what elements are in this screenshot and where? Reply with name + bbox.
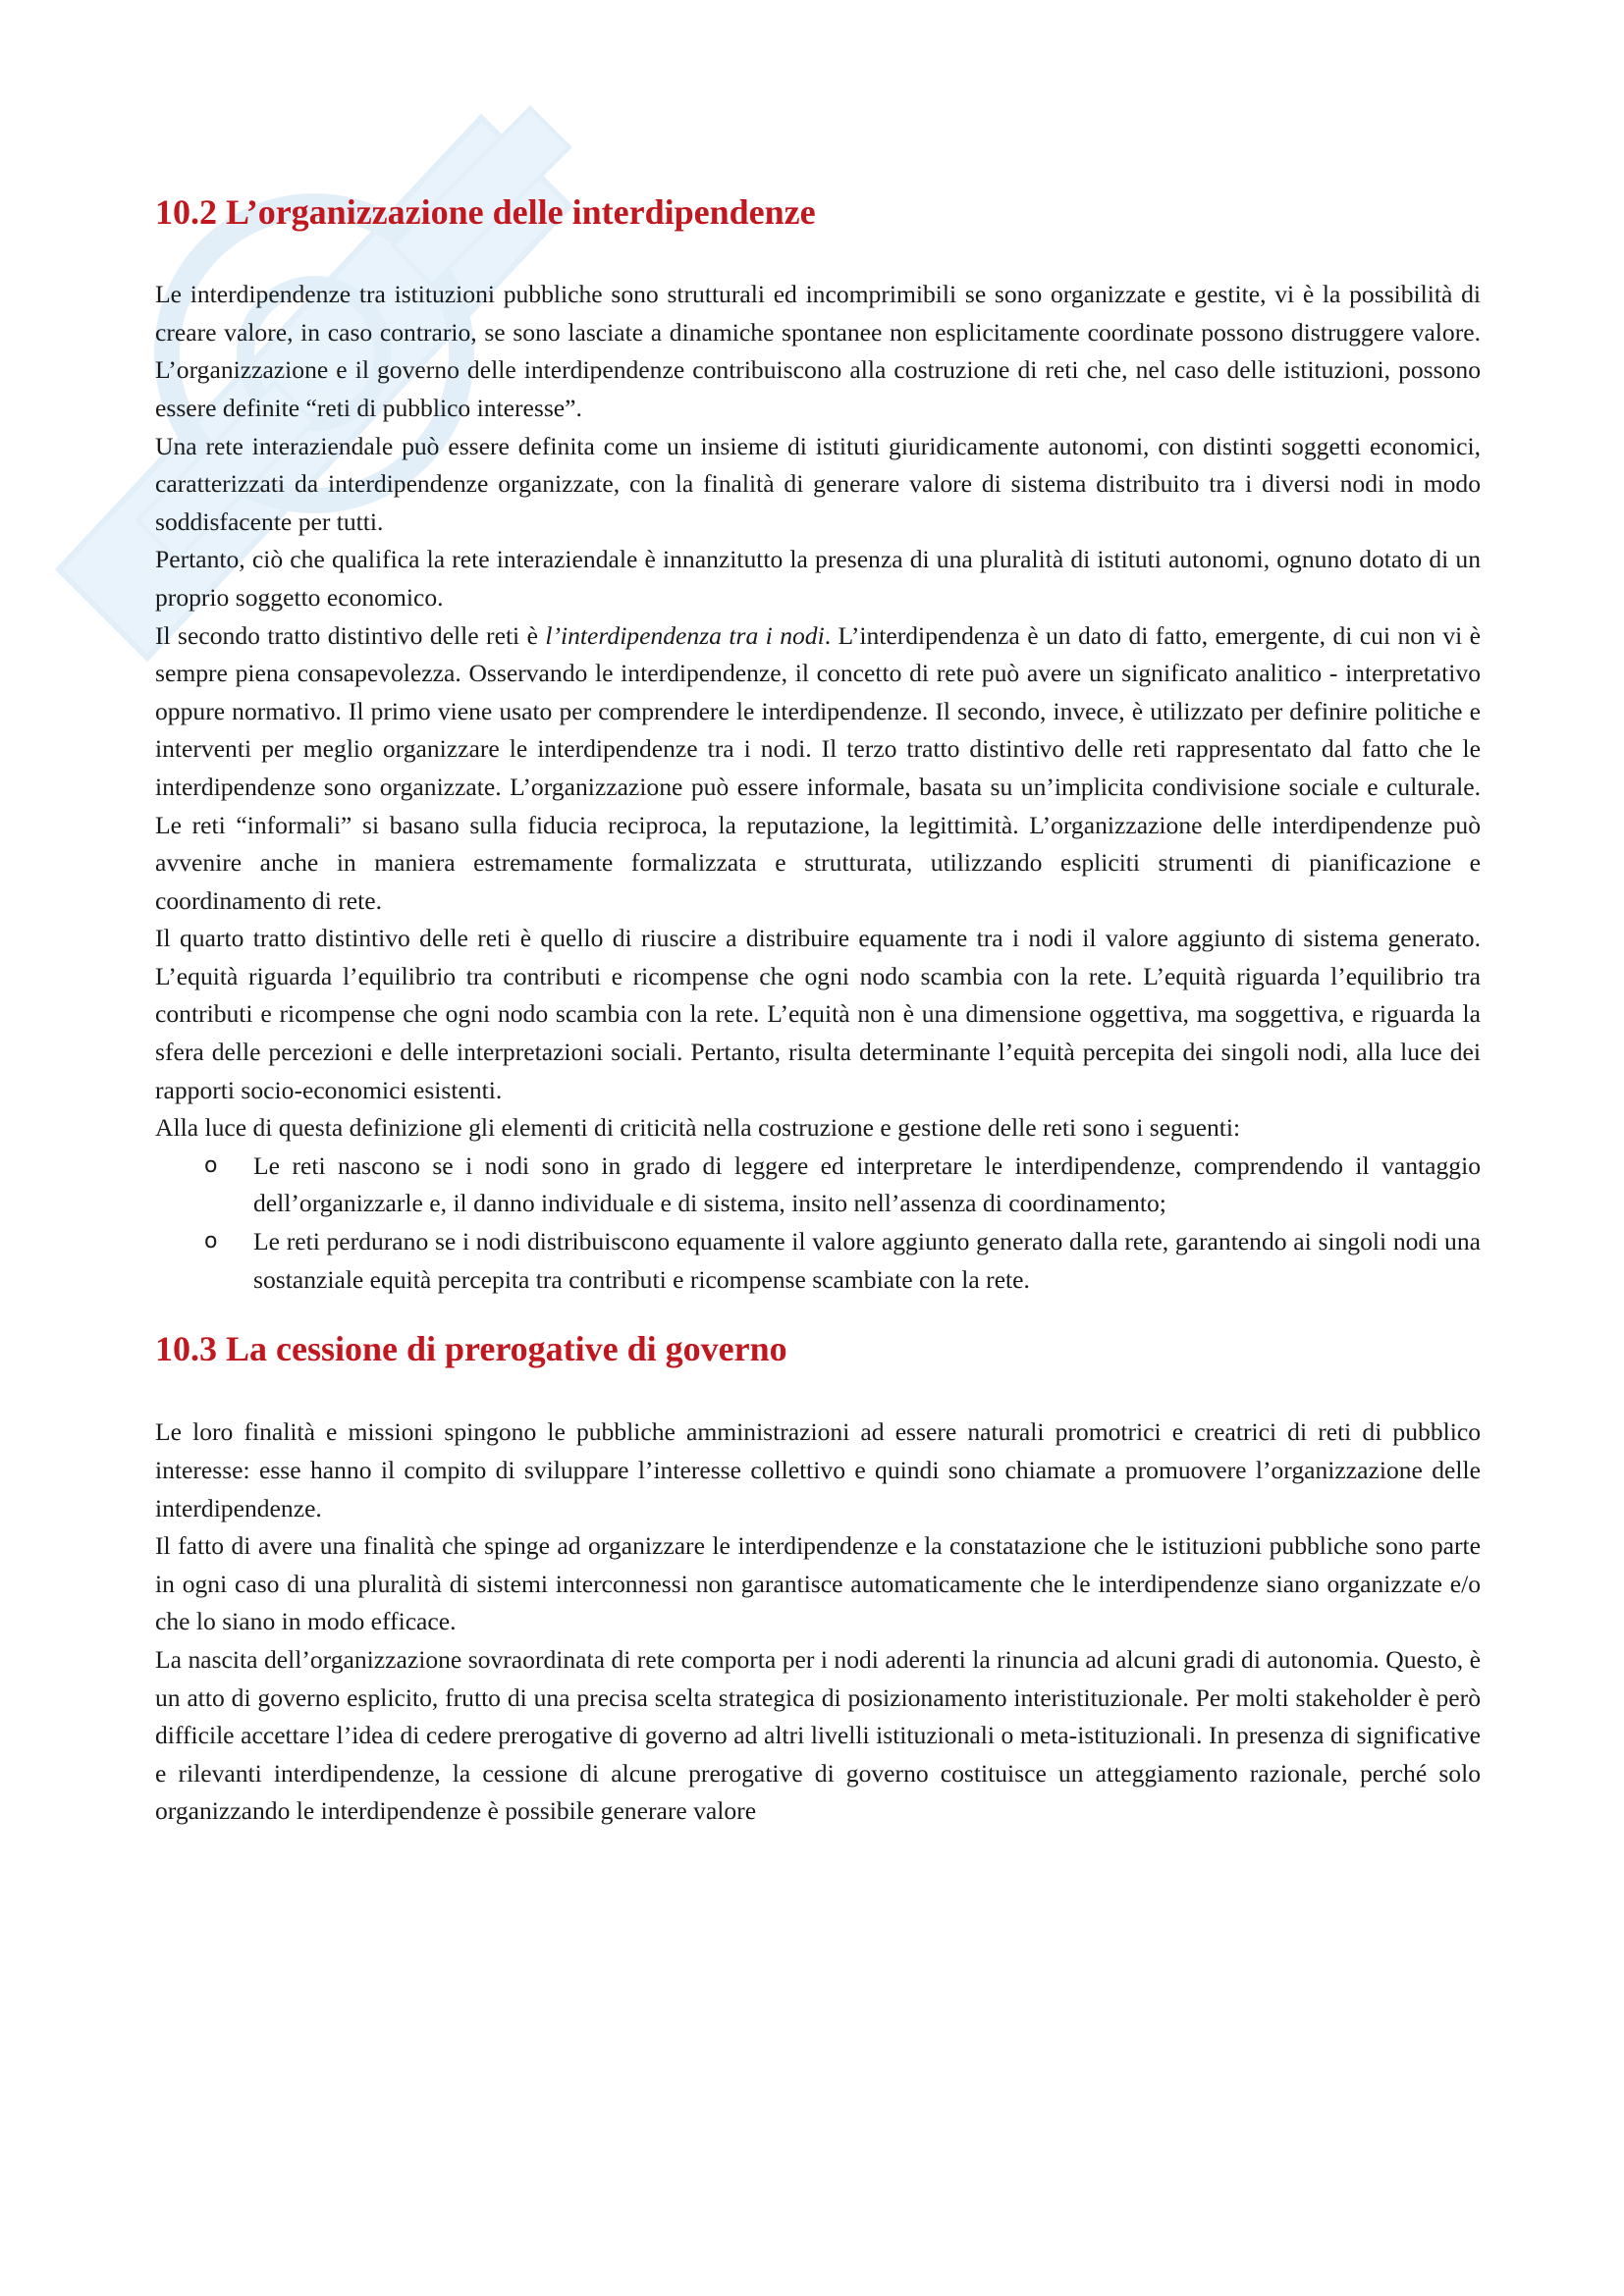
list-item-text: Le reti nascono se i nodi sono in grado di leggere ed interpretare le interdipendenze, comprendendo il vantaggio dell’organizzarle e, il danno individuale e di sistema, insito nell’assenza di coordinamento; xyxy=(253,1150,1481,1218)
paragraph xyxy=(155,617,1481,921)
document-page xyxy=(155,191,1481,1831)
list-item-text: Le reti perdurano se i nodi distribuiscono equamente il valore aggiunto generato dalla rete, garantendo ai singoli nodi una sostanziale equità percepita tra contributi e ricompense scambiate con la rete. xyxy=(253,1227,1481,1294)
paragraph: Alla luce di questa definizione gli elementi di criticità nella costruzione e gestione delle reti sono i seguenti: xyxy=(155,1113,1241,1143)
paragraph: Il fatto di avere una finalità che spinge ad organizzare le interdipendenze e la constatazione che le istituzioni pubbliche sono parte in ogni caso di una pluralità di sistemi interconnessi non garantisce automaticamente che le interdipendenze siano organizzate e/o che lo siano in modo efficace. xyxy=(155,1531,1481,1636)
paragraph: La nascita dell’organizzazione sovraordinata di rete comporta per i nodi aderenti la rinuncia ad alcuni gradi di autonomia. Questo, è un atto di governo esplicito, frutto di una precisa scelta strategica di posizionamento interistituzionale. Per molti stakeholder è però difficile accettare l’idea di cedere prerogative di governo ad altri livelli istituzionali o meta-istituzionali. In presenza di significative e rilevanti interdipendenze, la cessione di alcune prerogative di governo costituisce un atteggiamento razionale, perché solo organizzando le interdipendenze è possibile generare valore xyxy=(155,1644,1481,1826)
section-heading-10-3: 10.3 La cessione di prerogative di governo xyxy=(155,1329,787,1369)
list-item xyxy=(204,1148,1481,1223)
paragraph: Le interdipendenze tra istituzioni pubbliche sono strutturali ed incomprimibili se sono organizzate e gestite, vi è la possibilità di creare valore, in caso contrario, se sono lasciate a dinamiche spontanee non esplicitamente coordinate possono distruggere valore. L’organizzazione e il governo delle interdipendenze contribuiscono alla costruzione di reti che, nel caso delle istituzioni, possono essere definite “reti di pubblico interesse”. xyxy=(155,280,1481,422)
paragraph: Le loro finalità e missioni spingono le pubbliche amministrazioni ad essere naturali promotrici e creatrici di reti di pubblico interesse: esse hanno il compito di sviluppare l’interesse collettivo e quindi sono chiamate a promuovere l’organizzazione delle interdipendenze. xyxy=(155,1417,1481,1522)
section-heading-10-2: 10.2 L’organizzazione delle interdipendenze xyxy=(155,192,816,232)
paragraph: Una rete interaziendale può essere definita come un insieme di istituti giuridicamente autonomi, con distinti soggetti economici, caratterizzati da interdipendenze organizzate, con la finalità di generare valore di sistema distribuito tra i diversi nodi in modo soddisfacente per tutti. xyxy=(155,431,1481,536)
list-item xyxy=(204,1223,1481,1299)
paragraph: Pertanto, ciò che qualifica la rete interaziendale è innanzitutto la presenza di una pluralità di istituti autonomi, ognuno dotato di un proprio soggetto economico. xyxy=(155,545,1481,612)
emphasized-phrase: l’interdipendenza tra i nodi xyxy=(545,620,825,650)
bullet-marker: o xyxy=(204,1152,218,1178)
paragraph-text: Il secondo tratto distintivo delle reti è xyxy=(155,620,546,650)
paragraph-text: . L’interdipendenza è un dato di fatto, emergente, di cui non vi è sempre piena consapevolezza. Osservando le interdipendenze, il concetto di rete può avere un significato analitico - interpretativo oppure normativo. Il primo viene usato per comprendere le interdipendenze. Il secondo, invece, è utilizzato per definire politiche e interventi per meglio organizzare le interdipendenze tra i nodi. Il terzo tratto distintivo delle reti rappresentato dal fatto che le interdipendenze sono organizzate. L’organizzazione può essere informale, basata su un’implicita condivisione sociale e culturale. Le reti “informali” si basano sulla fiducia reciproca, la reputazione, la legittimità. L’organizzazione delle interdipendenze può avvenire anche in maniera estremamente formalizzata e strutturata, utilizzando espliciti strumenti di pianificazione e coordinamento di rete. xyxy=(155,620,1481,915)
paragraph: Il quarto tratto distintivo delle reti è quello di riuscire a distribuire equamente tra i nodi il valore aggiunto di sistema generato. L’equità riguarda l’equilibrio tra contributi e ricompense che ogni nodo scambia con la rete. L’equità riguarda l’equilibrio tra contributi e ricompense che ogni nodo scambia con la rete. L’equità non è una dimensione oggettiva, ma soggettiva, e riguarda la sfera delle percezioni e delle interpretazioni sociali. Pertanto, risulta determinante l’equità percepita dei singoli nodi, alla luce dei rapporti socio-economici esistenti. xyxy=(155,924,1481,1104)
bullet-marker: o xyxy=(204,1229,218,1255)
bullet-list xyxy=(155,1148,1481,1299)
